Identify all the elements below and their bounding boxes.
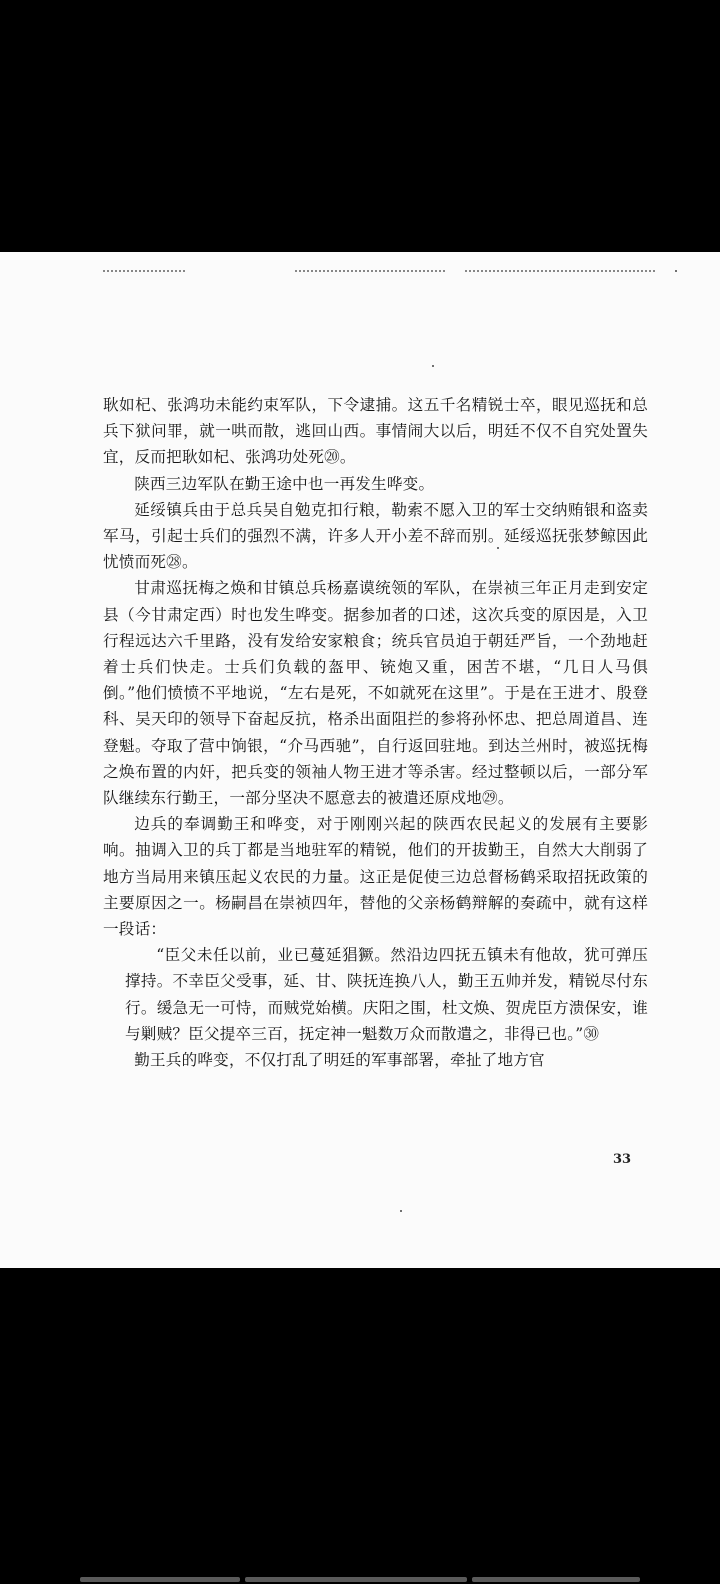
paragraph: 勤王兵的哗变，不仅打乱了明廷的军事部署，牵扯了地方官	[134, 1051, 545, 1070]
page-scroll-indicator[interactable]	[472, 1577, 640, 1582]
paragraph: 边兵的奉调勤王和哗变，对于刚刚兴起的陕西农民起义的发展有主要影响。抽调入卫的兵丁都是当地驻军的精锐，他们的开拔勤王，自然大大削弱了地方当局用来镇压起义农民的力量。这正是促使三边总督杨鹤采取招抚政策的主要原因之一。杨嗣昌在崇祯四年，替他的父亲杨鹤辩解的奏疏中，就有这样一段话：	[103, 815, 648, 939]
page-number: 33	[613, 1152, 632, 1167]
block-quote-text: “臣父未任以前，业已蔓延猖獗。然沿边四抚五镇未有他故，犹可弹压撑持。不幸臣父受事，延、甘、陕抚连换八人，勤王五帅并发，精锐尽付东行。缓急无一可恃，而贼党始横。庆阳之围，杜文焕、贺虎臣方溃保安，谁与剿贼？臣父提卒三百，抚定神一魁数万众而散遣之，非得已也。”㉚	[125, 946, 648, 1043]
scanned-page	[0, 252, 720, 1268]
header-rule-right	[465, 270, 655, 272]
paragraph: 陕西三边军队在勤王途中也一再发生哗变。	[134, 474, 435, 493]
paragraph: 甘肃巡抚梅之焕和甘镇总兵杨嘉谟统领的军队，在崇祯三年正月走到安定县（今甘肃定西）时也发生哗变。据参加者的口述，这次兵变的原因是，入卫行程远达六千里路，没有发给安家粮食；统兵官员迫于朝廷严旨，一个劲地赶着士兵们快走。士兵们负载的盔甲、铳炮又重，困苦不堪，“几日人马俱倒。”他们愤愤不平地说，“左右是死，不如就死在这里”。于是在王进才、殷登科、吴天印的领导下奋起反抗，格杀出面阻拦的参将孙怀忠、把总周道昌、连登魁。夺取了营中饷银，“介马西驰”，自行返回驻地。到达兰州时，被巡抚梅之焕布置的内奸，把兵变的领袖人物王进才等杀害。经过整顿以后，一部分军队继续东行勤王，一部分坚决不愿意去的被遣还原戍地㉙。	[103, 579, 648, 808]
scan-speck	[400, 1210, 402, 1212]
header-rule-middle	[295, 270, 445, 272]
page-scroll-indicator[interactable]	[80, 1577, 240, 1582]
paragraph: 耿如杞、张鸿功未能约束军队，下令逮捕。这五千名精锐士卒，眼见巡抚和总兵下狱问罪，就一哄而散，逃回山西。事情闹大以后，明廷不仅不自究处置失宜，反而把耿如杞、张鸿功处死⑳。	[103, 396, 648, 467]
header-rule-left	[103, 270, 185, 272]
scan-speck	[432, 365, 434, 367]
block-quote	[103, 942, 648, 1047]
scan-speck	[675, 270, 677, 272]
paragraph: 延绥镇兵由于总兵吴自勉克扣行粮，勒索不愿入卫的军士交纳贿银和盗卖军马，引起士兵们的强烈不满，许多人开小差不辞而别。延绥巡抚张梦鲸因此忧愤而死㉘。	[103, 500, 648, 572]
body-text	[103, 392, 648, 1073]
page-scroll-indicator[interactable]	[245, 1577, 467, 1582]
